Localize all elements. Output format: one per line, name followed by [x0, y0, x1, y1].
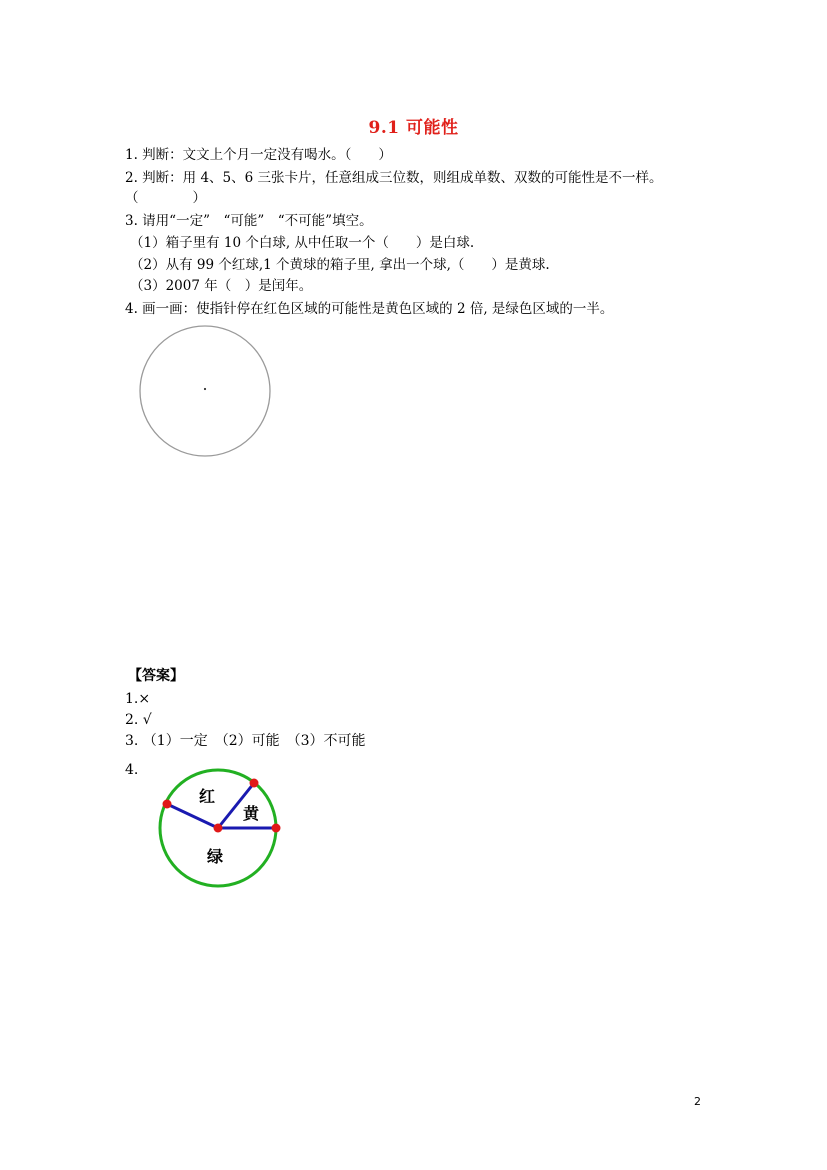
- page-number: 2: [694, 1095, 701, 1108]
- question-3-part-2: （2）从有 99 个红球,1 个黄球的箱子里, 拿出一个球,（ ）是黄球.: [130, 257, 550, 273]
- answer-2: 2. √: [125, 712, 152, 728]
- top-boundary-point: [250, 779, 259, 788]
- question-1: 1. 判断：文文上个月一定没有喝水。（ ）: [125, 147, 392, 163]
- center-point: [214, 824, 223, 833]
- question-3-part-3: （3）2007 年（ ）是闰年。: [130, 278, 313, 294]
- red-region-label: 红: [199, 787, 216, 806]
- answer-3: 3. （1）一定 （2）可能 （3）不可能: [125, 733, 366, 749]
- answer-1: 1.×: [125, 691, 151, 707]
- question-3: 3. 请用“一定” “可能” “不可能”填空。: [125, 213, 373, 229]
- right-boundary-point: [272, 824, 281, 833]
- green-region-label: 绿: [207, 847, 224, 866]
- yellow-region-label: 黄: [243, 804, 260, 823]
- pointer-to-red: [167, 804, 218, 828]
- answer-heading: 【答案】: [128, 668, 184, 684]
- spinner-diagram: [150, 760, 290, 900]
- question-2: 2. 判断：用 4、5、6 三张卡片，任意组成三位数，则组成单数、双数的可能性是不一样。: [125, 170, 663, 186]
- question-3-part-1: （1）箱子里有 10 个白球, 从中任取一个（ ）是白球.: [130, 235, 475, 251]
- blank-circle-diagram: [138, 325, 274, 461]
- question-2-blank: （ ）: [125, 190, 206, 206]
- answer-4: 4.: [125, 762, 139, 778]
- circle-center-dot: [204, 388, 206, 390]
- page-title: 9.1 可能性: [368, 118, 459, 138]
- question-4: 4. 画一画：使指针停在红色区域的可能性是黄色区域的 2 倍, 是绿色区域的一半。: [125, 301, 614, 317]
- blank-circle: [140, 326, 270, 456]
- red-boundary-point: [163, 800, 172, 809]
